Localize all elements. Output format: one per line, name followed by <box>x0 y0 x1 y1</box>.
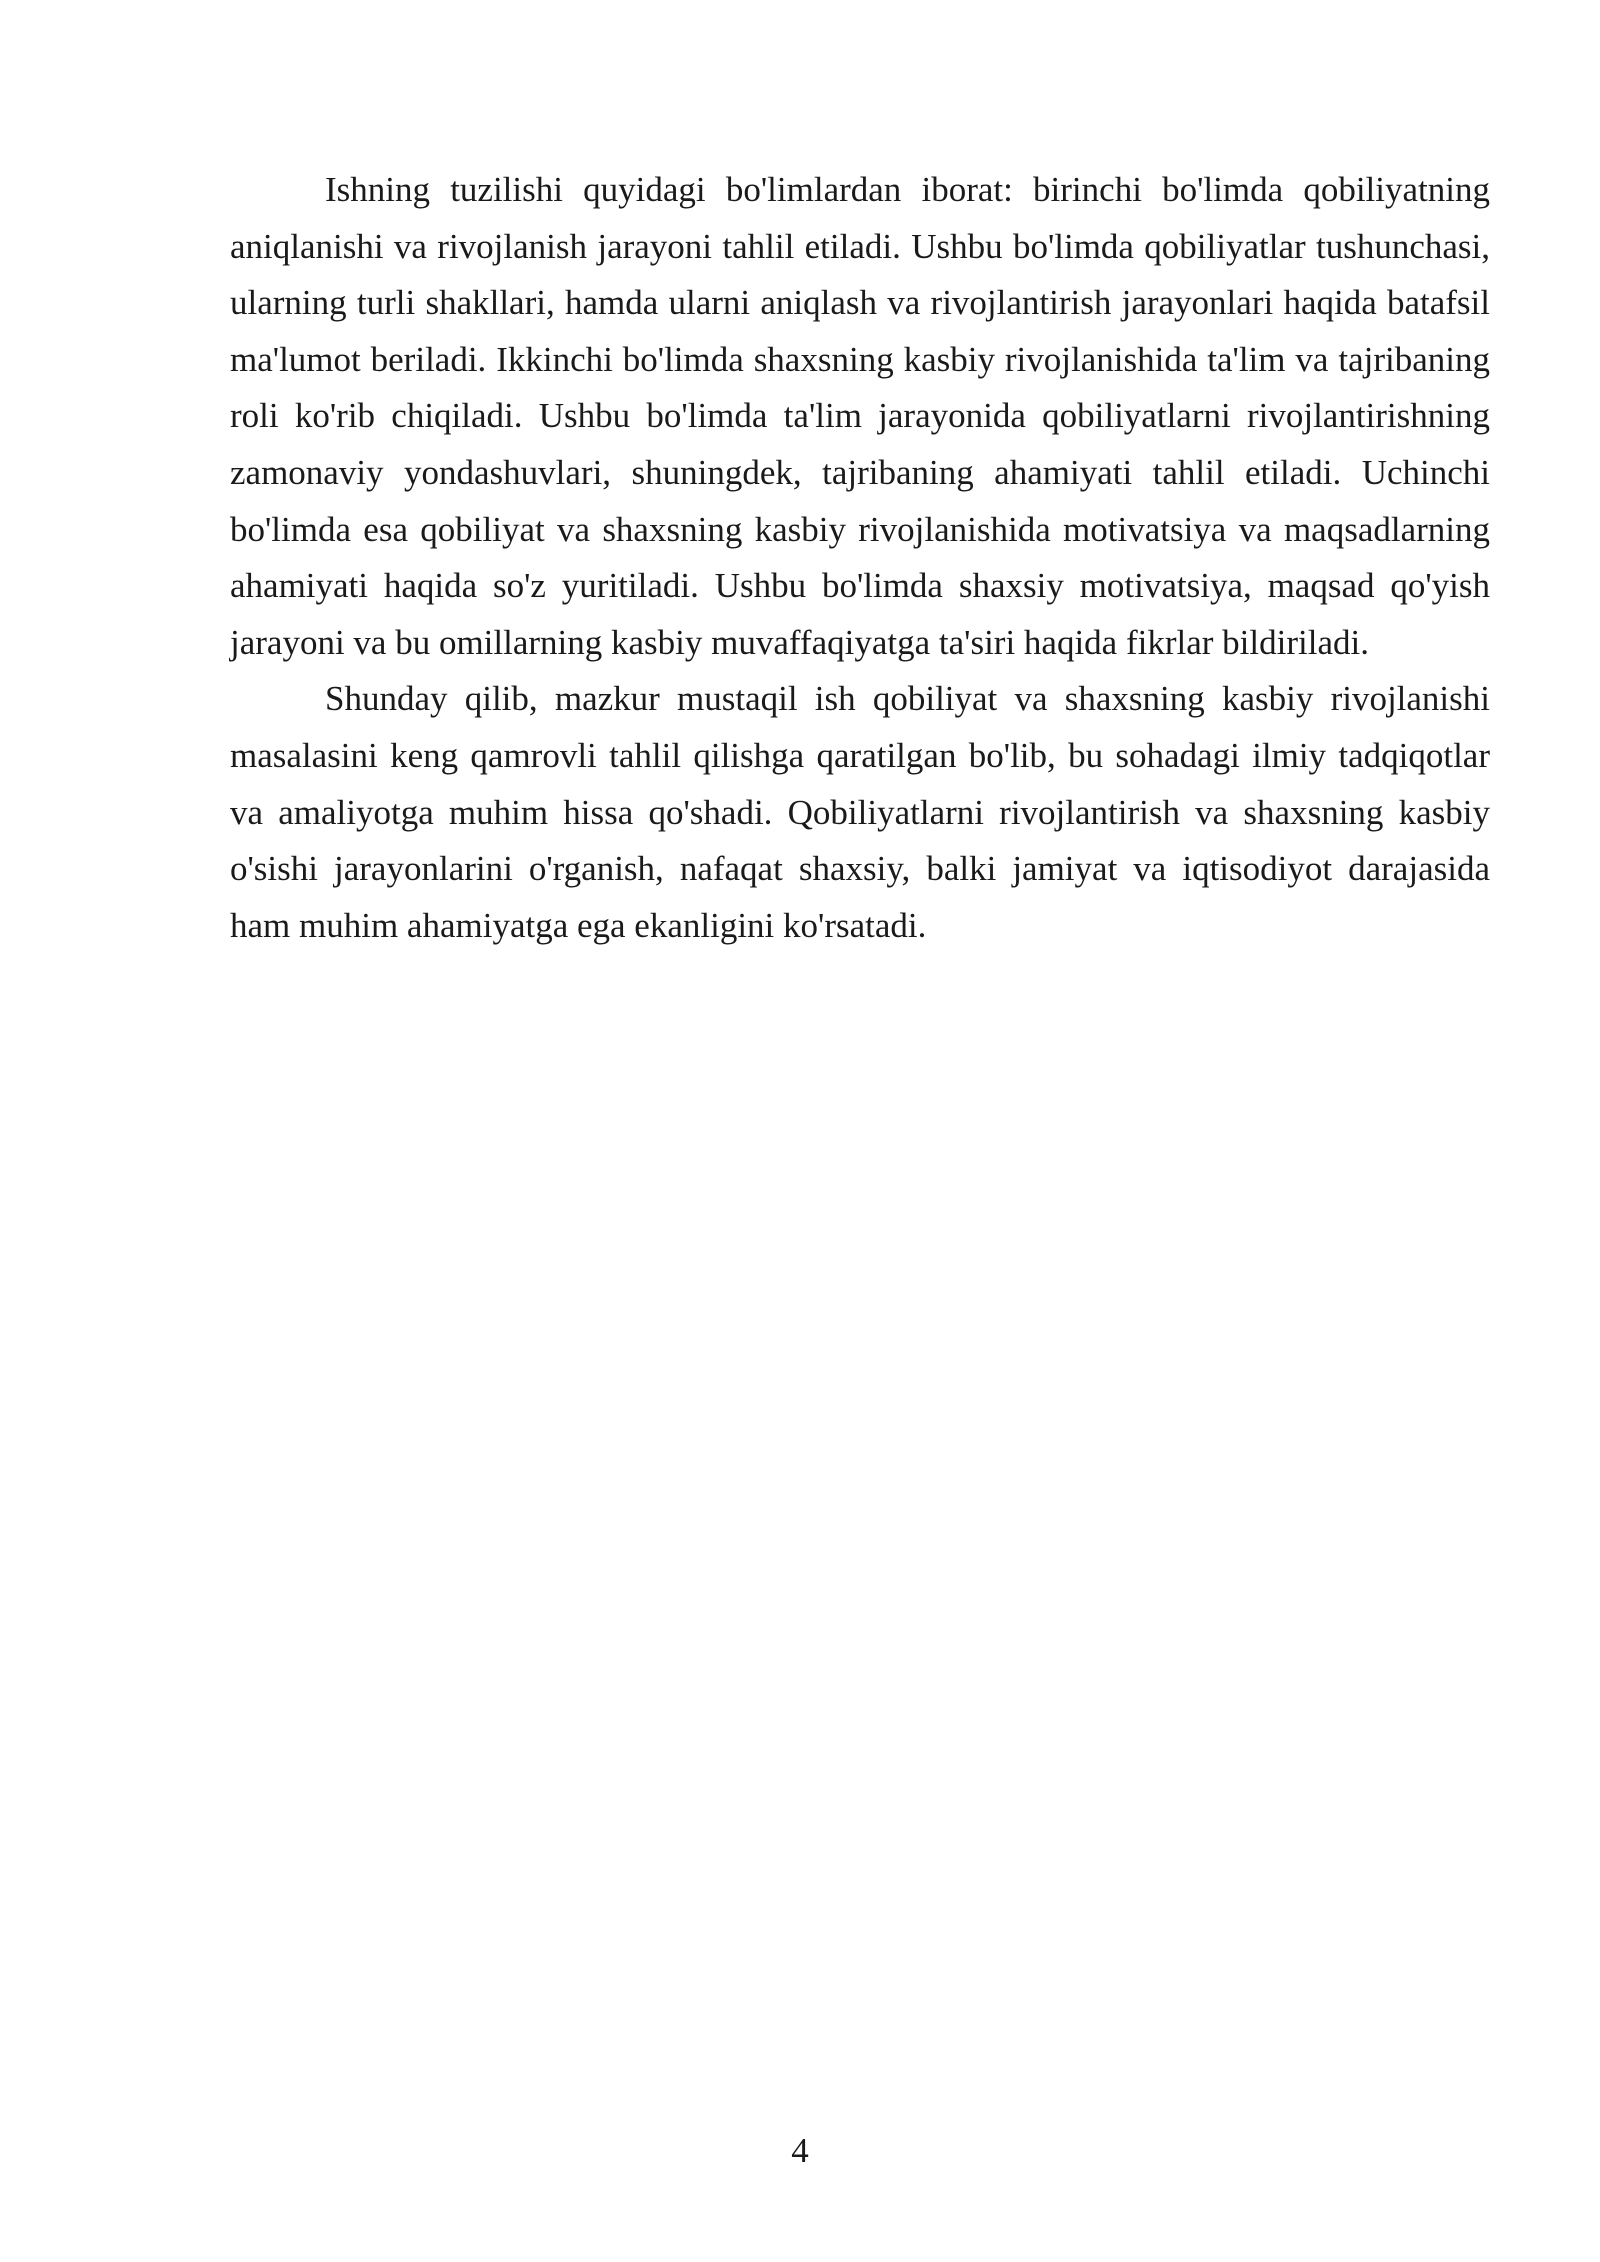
page-number: 4 <box>791 2131 809 2170</box>
body-text <box>230 162 1490 954</box>
paragraph-structure: Ishning tuzilishi quyidagi bo'limlardan iborat: birinchi bo'limda qobiliyatning aniqlanishi va rivojlanish jarayoni tahlil etiladi. Ushbu bo'limda qobiliyatlar tushunchasi, ularning turli shakllari, hamda ularni aniqlash va rivojlantirish jarayonlari haqida batafsil ma'lumot beriladi. Ikkinchi bo'limda shaxsning kasbiy rivojlanishida ta'lim va tajribaning roli ko'rib chiqiladi. Ushbu bo'limda ta'lim jarayonida qobiliyatlarni rivojlantirishning zamonaviy yondashuvlari, shuningdek, tajribaning ahamiyati tahlil etiladi. Uchinchi bo'limda esa qobiliyat va shaxsning kasbiy rivojlanishida motivatsiya va maqsadlarning ahamiyati haqida so'z yuritiladi. Ushbu bo'limda shaxsiy motivatsiya, maqsad qo'yish jarayoni va bu omillarning kasbiy muvaffaqiyatga ta'siri haqida fikrlar bildiriladi. <box>230 170 1490 662</box>
paragraph-conclusion: Shunday qilib, mazkur mustaqil ish qobiliyat va shaxsning kasbiy rivojlanishi masalasini keng qamrovli tahlil qilishga qaratilgan bo'lib, bu sohadagi ilmiy tadqiqotlar va amaliyotga muhim hissa qo'shadi. Qobiliyatlarni rivojlantirish va shaxsning kasbiy o'sishi jarayonlarini o'rganish, nafaqat shaxsiy, balki jamiyat va iqtisodiyot darajasida ham muhim ahamiyatga ega ekanligini ko'rsatadi. <box>230 679 1490 945</box>
